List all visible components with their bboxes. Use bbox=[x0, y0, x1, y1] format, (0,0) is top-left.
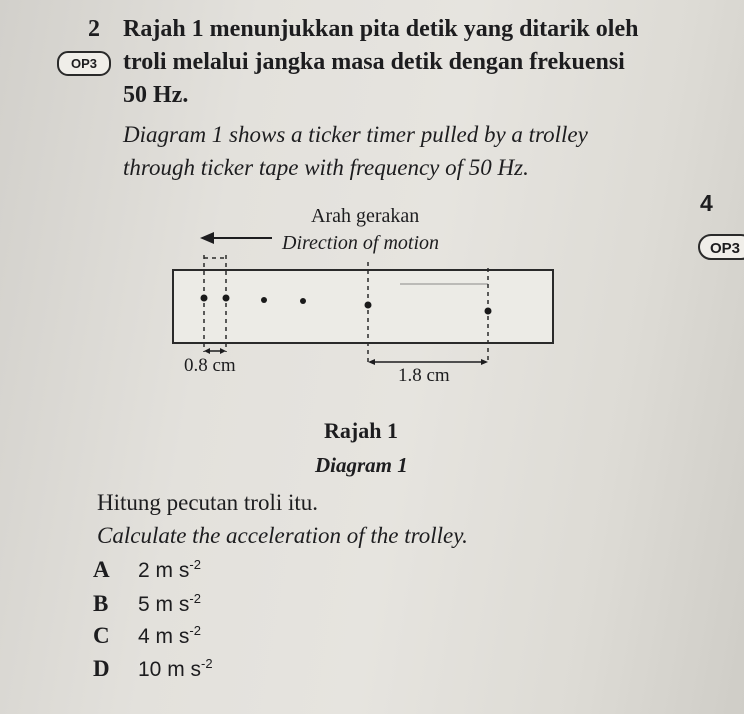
op3-badge: OP3 bbox=[57, 51, 111, 76]
option-a[interactable] bbox=[93, 557, 201, 587]
option-c-letter: C bbox=[93, 623, 110, 648]
option-d-text: 10 m $s^{-2}$ bbox=[138, 656, 213, 681]
side-op3-badge: OP3 bbox=[698, 234, 744, 260]
dot-6 bbox=[485, 308, 492, 315]
question-number: 2 bbox=[88, 16, 100, 42]
measure-label-left: 0.8 cm bbox=[184, 355, 236, 376]
ticker-tape bbox=[173, 270, 553, 343]
dot-3 bbox=[261, 297, 267, 303]
question-english-line-1: Diagram 1 shows a ticker timer pulled by a trolley bbox=[123, 122, 588, 147]
option-b-text: 5 m $s^{-2}$ bbox=[138, 591, 201, 616]
dot-4 bbox=[300, 298, 306, 304]
question-malay-line-3: 50 Hz. bbox=[123, 82, 189, 108]
diagram-caption-malay: Rajah 1 bbox=[324, 418, 398, 443]
prompt-english: Calculate the acceleration of the trolley. bbox=[97, 523, 468, 548]
question-malay-line-2: troli melalui jangka masa detik dengan frekuensi bbox=[123, 49, 625, 75]
option-a-letter: A bbox=[93, 557, 110, 582]
option-a-text: 2 m $s^{-2}$ bbox=[138, 557, 201, 582]
measure-label-right: 1.8 cm bbox=[398, 365, 450, 386]
marks-number: 4 bbox=[700, 190, 713, 216]
question-malay-line-1: Rajah 1 menunjukkan pita detik yang ditarik oleh bbox=[123, 16, 639, 42]
option-c[interactable] bbox=[93, 623, 201, 653]
question-english-line-2: through ticker tape with frequency of 50 Hz. bbox=[123, 155, 529, 180]
option-b-letter: B bbox=[93, 591, 109, 616]
direction-label-english: Direction of motion bbox=[282, 232, 440, 254]
dot-1 bbox=[201, 295, 208, 302]
dot-2 bbox=[223, 295, 230, 302]
option-d-letter: D bbox=[93, 656, 110, 681]
diagram-caption-english: Diagram 1 bbox=[315, 453, 408, 477]
option-b[interactable] bbox=[93, 591, 201, 621]
direction-label-malay: Arah gerakan bbox=[311, 205, 420, 227]
measure-arrow-left bbox=[204, 348, 226, 354]
prompt-malay: Hitung pecutan troli itu. bbox=[97, 490, 319, 515]
option-c-text: 4 m $s^{-2}$ bbox=[138, 623, 201, 648]
option-d[interactable] bbox=[93, 656, 213, 686]
dot-5 bbox=[365, 302, 372, 309]
direction-arrow bbox=[200, 232, 272, 244]
